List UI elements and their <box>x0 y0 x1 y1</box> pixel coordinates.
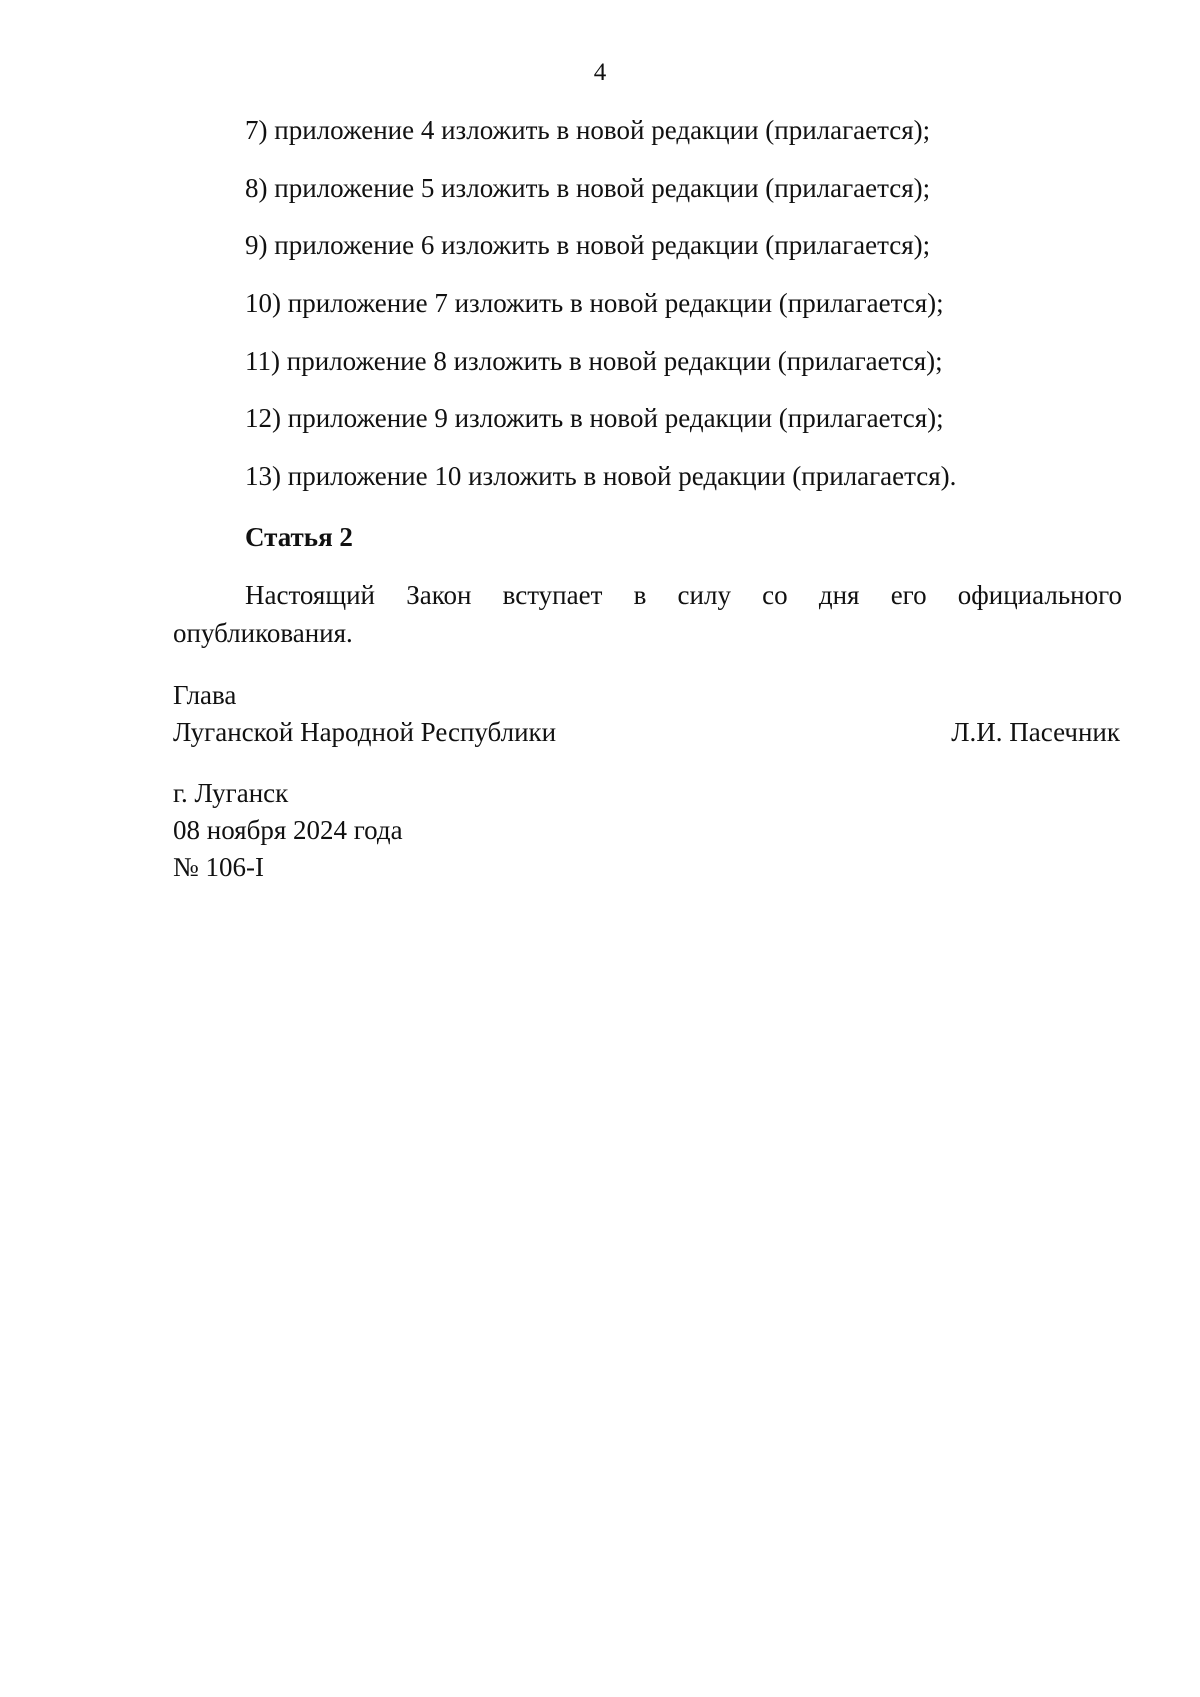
law-number: № 106-I <box>173 852 264 882</box>
article-title: Статья 2 <box>245 522 353 552</box>
signatory-title: Глава <box>173 680 237 710</box>
amendment-item: 7) приложение 4 изложить в новой редакции (прилагается); <box>245 115 931 145</box>
amendment-item: 8) приложение 5 изложить в новой редакции (прилагается); <box>245 172 931 203</box>
place-of-signing: г. Луганск <box>173 778 289 808</box>
amendment-item: 9) приложение 6 изложить в новой редакции (прилагается); <box>245 230 931 261</box>
amendment-item: 13) приложение 10 изложить в новой редакции (прилагается). <box>245 461 957 492</box>
signatory-name: Л.И. Пасечник <box>951 717 1120 747</box>
article-text-line: Настоящий Закон вступает в силу со дня его официального <box>245 580 1122 610</box>
amendment-item: 12) приложение 9 изложить в новой редакции (прилагается); <box>245 403 944 434</box>
article-text-line: опубликования. <box>173 618 353 648</box>
signing-date: 08 ноября 2024 года <box>173 815 403 845</box>
page-number: 4 <box>593 59 607 86</box>
amendment-item: 10) приложение 7 изложить в новой редакции (прилагается); <box>245 288 944 319</box>
amendments-list <box>245 115 1125 519</box>
amendment-item: 11) приложение 8 изложить в новой редакции (прилагается); <box>245 345 943 376</box>
signatory-organization: Луганской Народной Республики <box>173 717 557 747</box>
